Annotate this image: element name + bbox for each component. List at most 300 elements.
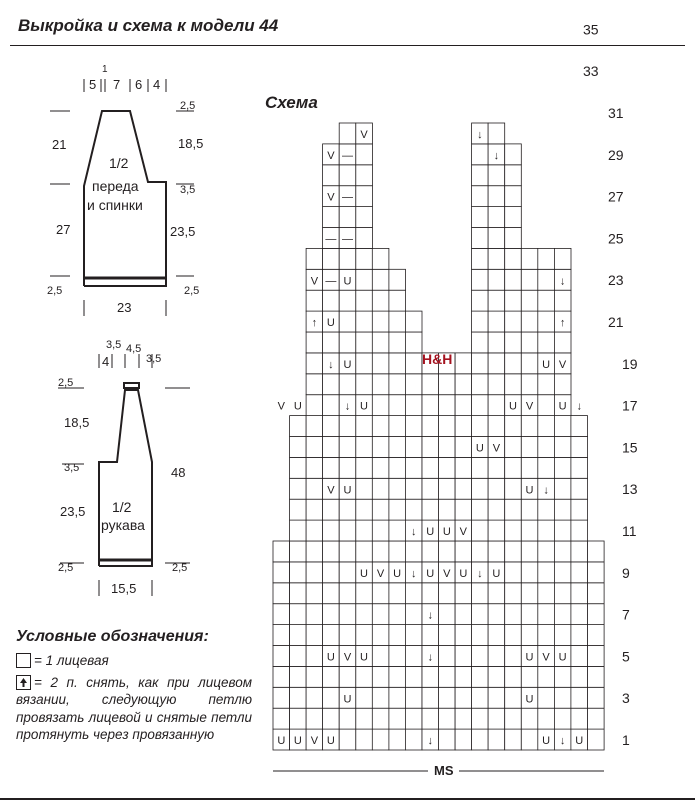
chart-cell xyxy=(356,499,373,520)
chart-cell xyxy=(356,729,373,750)
chart-cell xyxy=(472,708,489,729)
chart-cell xyxy=(505,269,522,290)
chart-cell xyxy=(422,374,439,395)
chart-cell xyxy=(472,311,489,332)
body-label-line-3: и спинки xyxy=(87,197,143,213)
row-number: 17 xyxy=(622,397,638,414)
chart-cell xyxy=(554,248,571,269)
chart-cell xyxy=(439,395,456,416)
page-title: Выкройка и схема к модели 44 xyxy=(18,16,279,35)
chart-cell xyxy=(405,646,422,667)
chart-cell xyxy=(472,269,489,290)
chart-cell xyxy=(306,395,323,416)
chart-cell xyxy=(273,687,290,708)
chart-cell xyxy=(339,541,356,562)
chart-cell xyxy=(439,625,456,646)
sleeve-bottom-width: 15,5 xyxy=(111,581,137,596)
chart-cell xyxy=(439,374,456,395)
chart-cell xyxy=(488,478,505,499)
chart-cell xyxy=(488,625,505,646)
chart-cell xyxy=(389,541,406,562)
chart-cell xyxy=(505,207,522,228)
chart-cell xyxy=(290,562,307,583)
chart-cell xyxy=(372,290,389,311)
chart-cell xyxy=(488,666,505,687)
chart-cell xyxy=(323,437,340,458)
chart-cell xyxy=(339,708,356,729)
chart-cell xyxy=(521,625,538,646)
stitch-symbol: V xyxy=(443,567,451,580)
chart-cell xyxy=(306,290,323,311)
stitch-symbol: U xyxy=(293,735,302,748)
body-right-height-5: 2,5 xyxy=(184,285,200,297)
chart-cell xyxy=(488,123,505,144)
chart-cell xyxy=(306,604,323,625)
chart-cell xyxy=(356,228,373,249)
chart-cell xyxy=(290,666,307,687)
chart-cell xyxy=(356,687,373,708)
chart-cell xyxy=(588,541,605,562)
chart-cell xyxy=(538,562,555,583)
chart-cell xyxy=(389,583,406,604)
chart-cell xyxy=(405,437,422,458)
stitch-symbol: V xyxy=(327,191,335,204)
chart-cell xyxy=(323,165,340,186)
stitch-symbol: U xyxy=(343,275,352,288)
chart-cell xyxy=(356,457,373,478)
chart-cell xyxy=(389,395,406,416)
chart-cell xyxy=(521,666,538,687)
chart-cell xyxy=(455,687,472,708)
stitch-symbol: V xyxy=(492,442,501,455)
chart-cell xyxy=(356,332,373,353)
body-top-width-3: 6 xyxy=(135,77,143,92)
chart-cell xyxy=(405,416,422,437)
chart-cell xyxy=(538,499,555,520)
chart-cell xyxy=(455,457,472,478)
stitch-symbol: U xyxy=(277,735,286,748)
chart-cell xyxy=(339,437,356,458)
chart-cell xyxy=(472,144,489,165)
chart-cell xyxy=(323,416,340,437)
chart-cell xyxy=(356,186,373,207)
chart-cell xyxy=(571,708,588,729)
chart-cell xyxy=(306,457,323,478)
chart-cell xyxy=(389,666,406,687)
stitch-symbol: U xyxy=(525,693,534,706)
chart-cell xyxy=(571,457,588,478)
chart-cell xyxy=(588,625,605,646)
stitch-symbol: ↓ xyxy=(559,735,566,748)
chart-cell xyxy=(488,395,505,416)
chart-cell xyxy=(455,625,472,646)
chart-cell xyxy=(472,666,489,687)
chart-cell xyxy=(422,583,439,604)
body-top-width-2: 7 xyxy=(113,77,121,92)
chart-cell xyxy=(389,353,406,374)
chart-cell xyxy=(554,478,571,499)
body-label-line-1: 1/2 xyxy=(109,155,129,171)
stitch-symbol: ↓ xyxy=(493,149,500,162)
chart-cell xyxy=(455,478,472,499)
chart-cell xyxy=(339,666,356,687)
chart-cell xyxy=(306,499,323,520)
chart-cell xyxy=(488,353,505,374)
chart-cell xyxy=(554,290,571,311)
repeat-label: MS xyxy=(434,763,454,778)
chart-cell xyxy=(372,541,389,562)
row-number: 1 xyxy=(622,732,630,748)
chart-cell xyxy=(521,353,538,374)
chart-cell xyxy=(422,478,439,499)
chart-cell xyxy=(505,353,522,374)
chart-cell xyxy=(439,478,456,499)
chart-cell xyxy=(505,499,522,520)
sleeve-top-width-2: 3,5 xyxy=(106,339,122,351)
chart-cell xyxy=(439,541,456,562)
chart-cell xyxy=(372,416,389,437)
stitch-symbol: V xyxy=(327,149,335,162)
chart-cell xyxy=(472,332,489,353)
chart-cell xyxy=(372,269,389,290)
chart-cell xyxy=(505,228,522,249)
chart-cell xyxy=(389,332,406,353)
stitch-symbol: U xyxy=(558,400,567,413)
stitch-symbol: U xyxy=(558,651,567,664)
chart-cell xyxy=(588,729,605,750)
chart-cell xyxy=(306,583,323,604)
chart-cell xyxy=(273,604,290,625)
stitch-symbol: V xyxy=(327,484,335,497)
stitch-symbol: U xyxy=(492,567,501,580)
chart-cell xyxy=(389,374,406,395)
chart-cell xyxy=(588,666,605,687)
legend-item-slip-text: = 2 п. снять, как при лицевом вязании, следующую петлю провязать лицевой и снятые петли протянуть через провязанную xyxy=(16,674,252,742)
chart-cell xyxy=(389,311,406,332)
stitch-symbol: U xyxy=(509,400,517,413)
chart-cell xyxy=(339,165,356,186)
row-number: 35 xyxy=(583,21,599,38)
chart-cell xyxy=(538,311,555,332)
chart-cell xyxy=(505,416,522,437)
chart-cell xyxy=(538,248,555,269)
body-right-height-3: 3,5 xyxy=(180,184,196,196)
chart-cell xyxy=(554,499,571,520)
chart-cell xyxy=(290,708,307,729)
row-number: 21 xyxy=(608,314,624,330)
chart-cell xyxy=(339,499,356,520)
chart-cell xyxy=(455,666,472,687)
chart-cell xyxy=(405,499,422,520)
chart-cell xyxy=(405,457,422,478)
chart-cell xyxy=(521,541,538,562)
chart-cell xyxy=(505,666,522,687)
body-bottom-width: 23 xyxy=(117,300,132,315)
sleeve-label-line-1: 1/2 xyxy=(112,499,132,515)
chart-cell xyxy=(356,437,373,458)
chart-cell xyxy=(455,708,472,729)
chart-cell xyxy=(290,478,307,499)
chart-cell xyxy=(521,583,538,604)
chart-cell xyxy=(538,437,555,458)
chart-cell xyxy=(571,687,588,708)
chart-cell xyxy=(554,583,571,604)
chart-cell xyxy=(455,437,472,458)
chart-cell xyxy=(290,646,307,667)
chart-cell xyxy=(273,562,290,583)
stitch-symbol: ↓ xyxy=(344,400,351,413)
stitch-symbol: U xyxy=(360,567,368,580)
body-right-height-4: 23,5 xyxy=(170,224,196,239)
chart-cell xyxy=(422,687,439,708)
stitch-symbol: U xyxy=(293,400,302,413)
chart-cell xyxy=(339,207,356,228)
chart-cell xyxy=(405,353,422,374)
chart-cell xyxy=(505,646,522,667)
sleeve-left-height-3: 3,5 xyxy=(64,462,80,474)
chart-cell xyxy=(339,583,356,604)
chart-cell xyxy=(488,290,505,311)
chart-cell xyxy=(273,541,290,562)
chart-cell xyxy=(372,248,389,269)
chart-cell xyxy=(588,646,605,667)
chart-cell xyxy=(439,499,456,520)
chart-cell xyxy=(554,541,571,562)
chart-cell xyxy=(356,353,373,374)
chart-cell xyxy=(588,583,605,604)
chart-cell xyxy=(290,499,307,520)
stitch-symbol: U xyxy=(459,567,468,580)
chart-cell xyxy=(356,604,373,625)
chart-cell xyxy=(389,708,406,729)
chart-cell xyxy=(488,457,505,478)
chart-cell xyxy=(356,311,373,332)
chart-cell xyxy=(554,332,571,353)
stitch-symbol: V xyxy=(459,526,467,539)
chart-cell xyxy=(372,395,389,416)
stitch-symbol: U xyxy=(525,651,534,664)
chart-cell xyxy=(306,374,323,395)
chart-cell xyxy=(455,646,472,667)
chart-cell xyxy=(372,353,389,374)
chart-cell xyxy=(422,395,439,416)
chart-cell xyxy=(405,729,422,750)
chart-cell xyxy=(422,666,439,687)
chart-cell xyxy=(356,666,373,687)
chart-cell xyxy=(505,186,522,207)
chart-cell xyxy=(505,687,522,708)
chart-cell xyxy=(554,687,571,708)
chart-cell xyxy=(554,457,571,478)
chart-cell xyxy=(571,499,588,520)
chart-cell xyxy=(306,416,323,437)
chart-cell xyxy=(521,457,538,478)
row-number: 5 xyxy=(622,648,630,665)
chart-cell xyxy=(472,416,489,437)
chart-cell xyxy=(323,395,340,416)
chart-cell xyxy=(290,457,307,478)
chart-cell xyxy=(439,437,456,458)
chart-cell xyxy=(538,625,555,646)
stitch-symbol: V xyxy=(525,400,534,413)
chart-cell xyxy=(455,729,472,750)
chart-cell xyxy=(538,687,555,708)
chart-cell xyxy=(521,332,538,353)
chart-cell xyxy=(439,708,456,729)
chart-cell xyxy=(306,666,323,687)
chart-cell xyxy=(554,604,571,625)
chart-cell xyxy=(538,395,555,416)
chart-cell xyxy=(521,437,538,458)
chart-cell xyxy=(538,332,555,353)
body-top-width-1: 5 xyxy=(89,77,97,92)
chart-cell xyxy=(405,332,422,353)
sleeve-left-height-1: 2,5 xyxy=(58,377,74,389)
sleeve-left-height-5: 2,5 xyxy=(58,562,74,574)
chart-cell xyxy=(472,186,489,207)
stitch-symbol: U xyxy=(393,567,402,580)
stitch-symbol: U xyxy=(360,651,368,664)
chart-title: Схема xyxy=(265,93,318,112)
stitch-symbol: ↓ xyxy=(576,400,582,413)
stitch-symbol: ↓ xyxy=(477,129,483,141)
chart-cell xyxy=(455,604,472,625)
chart-cell xyxy=(405,478,422,499)
chart-cell xyxy=(472,604,489,625)
chart-cell xyxy=(372,374,389,395)
chart-cell xyxy=(389,290,406,311)
chart-cell xyxy=(339,729,356,750)
body-left-height-1: 21 xyxy=(52,137,67,152)
chart-cell xyxy=(273,583,290,604)
row-number: 25 xyxy=(608,230,624,247)
chart-cell xyxy=(323,332,340,353)
legend xyxy=(16,628,252,744)
sleeve-bottom-right: 2,5 xyxy=(172,562,188,574)
chart-cell xyxy=(538,708,555,729)
body-top-small: 1 xyxy=(102,64,108,75)
chart-cell xyxy=(455,374,472,395)
chart-cell xyxy=(290,687,307,708)
stitch-symbol: — xyxy=(342,149,353,162)
chart-cell xyxy=(323,541,340,562)
chart-cell xyxy=(488,332,505,353)
stitch-symbol: V xyxy=(542,651,550,664)
chart-cell xyxy=(323,708,340,729)
chart-cell xyxy=(571,478,588,499)
chart-cell xyxy=(505,165,522,186)
chart-cell xyxy=(488,165,505,186)
chart-cell xyxy=(588,687,605,708)
chart-cell xyxy=(339,374,356,395)
chart-cell xyxy=(306,332,323,353)
sleeve-right-width: 48 xyxy=(171,465,186,480)
chart-cell xyxy=(538,416,555,437)
chart-cell xyxy=(521,562,538,583)
chart-cell xyxy=(571,625,588,646)
stitch-chart xyxy=(273,123,604,750)
chart-cell xyxy=(306,625,323,646)
chart-cell xyxy=(306,248,323,269)
sleeve-label-line-2: рукава xyxy=(101,517,145,533)
chart-cell xyxy=(571,583,588,604)
chart-cell xyxy=(538,666,555,687)
chart-cell xyxy=(323,374,340,395)
chart-cell xyxy=(372,729,389,750)
chart-cell xyxy=(372,604,389,625)
chart-cell xyxy=(405,604,422,625)
chart-cell xyxy=(389,604,406,625)
chart-cell xyxy=(554,416,571,437)
chart-cell xyxy=(356,269,373,290)
chart-cell xyxy=(372,625,389,646)
chart-cell xyxy=(505,144,522,165)
chart-cell xyxy=(356,625,373,646)
chart-cell xyxy=(389,457,406,478)
chart-cell xyxy=(290,541,307,562)
chart-cell xyxy=(554,437,571,458)
chart-cell xyxy=(554,666,571,687)
chart-cell xyxy=(455,499,472,520)
chart-cell xyxy=(405,374,422,395)
chart-cell xyxy=(339,604,356,625)
chart-cell xyxy=(472,478,489,499)
chart-cell xyxy=(472,228,489,249)
chart-cell xyxy=(273,708,290,729)
chart-cell xyxy=(422,416,439,437)
chart-cell xyxy=(505,562,522,583)
chart-cell xyxy=(521,290,538,311)
chart-cell xyxy=(488,228,505,249)
body-right-height-2: 18,5 xyxy=(178,136,204,151)
stitch-symbol: ↑ xyxy=(311,317,318,330)
chart-cell xyxy=(422,499,439,520)
row-number: 13 xyxy=(622,481,638,498)
chart-cell xyxy=(521,311,538,332)
chart-cell xyxy=(356,541,373,562)
chart-cell xyxy=(472,248,489,269)
chart-cell xyxy=(422,541,439,562)
chart-cell xyxy=(339,562,356,583)
chart-cell xyxy=(389,416,406,437)
chart-cell xyxy=(306,353,323,374)
row-number: 15 xyxy=(622,439,638,456)
stitch-symbol: ↑ xyxy=(559,317,566,330)
chart-cell xyxy=(538,604,555,625)
chart-cell xyxy=(356,520,373,541)
chart-cell xyxy=(488,248,505,269)
chart-cell xyxy=(372,457,389,478)
chart-cell xyxy=(323,499,340,520)
stitch-symbol: — xyxy=(342,191,353,204)
stitch-symbol: U xyxy=(326,651,335,664)
legend-title: Условные обозначения: xyxy=(16,628,209,645)
chart-cell xyxy=(488,416,505,437)
chart-cell xyxy=(571,520,588,541)
stitch-symbol: — xyxy=(325,233,337,246)
chart-cell xyxy=(472,395,489,416)
stitch-symbol: V xyxy=(310,735,319,748)
chart-cell xyxy=(339,290,356,311)
stitch-symbol: U xyxy=(475,442,484,455)
chart-cell xyxy=(306,687,323,708)
chart-cell xyxy=(372,478,389,499)
row-number: 23 xyxy=(608,272,624,289)
chart-cell xyxy=(554,708,571,729)
chart-cell xyxy=(323,520,340,541)
legend-item-knit-text: = 1 лицевая xyxy=(34,653,109,668)
sleeve-top-width-1: 4 xyxy=(102,354,110,369)
